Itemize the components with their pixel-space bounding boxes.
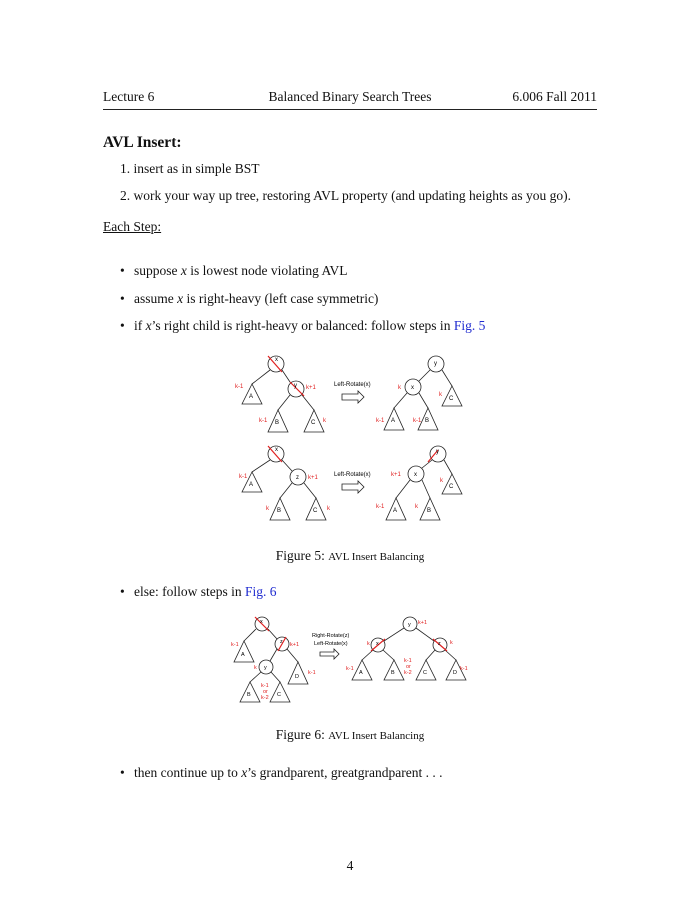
svg-text:k+1: k+1 [290,642,300,648]
svg-text:k: k [440,478,443,484]
svg-text:or: or [406,664,411,670]
svg-text:A: A [391,418,396,424]
svg-text:k: k [254,665,257,671]
step-1 [120,161,260,177]
svg-text:k-1: k-1 [308,670,316,676]
svg-text:y: y [408,622,411,628]
svg-text:k-1: k-1 [460,666,468,672]
figure-6-diagram [228,612,478,712]
svg-text:k-1: k-1 [231,642,239,648]
svg-text:C: C [277,692,281,698]
fig6-op2-label: Left-Rotate(x) [314,641,348,647]
svg-text:C: C [311,420,316,426]
step-1-text: insert as in simple BST [133,161,260,176]
svg-text:k-1: k-1 [261,683,269,689]
svg-text:k-1: k-1 [404,658,412,664]
svg-text:C: C [449,484,454,490]
header-course: 6.006 Fall 2011 [512,89,597,104]
svg-text:k+1: k+1 [306,385,316,391]
fig5-bottom-op-label: Left-Rotate(x) [334,472,371,478]
header-title: Balanced Binary Search Trees [268,89,432,104]
svg-text:C: C [449,396,454,402]
figure-6-caption: Figure 6: AVL Insert Balancing [275,727,425,742]
svg-text:C: C [313,508,318,514]
step-2 [120,188,571,204]
svg-text:D: D [453,670,457,676]
svg-text:y: y [264,665,267,671]
svg-text:B: B [425,418,430,424]
fig5-top-op-label: Left-Rotate(x) [334,382,371,388]
svg-text:k+1: k+1 [308,475,318,481]
fig6-link[interactable]: Fig. 6 [245,584,277,599]
svg-text:x: x [275,447,278,453]
svg-text:x: x [411,385,414,391]
svg-text:k-2: k-2 [404,670,412,676]
svg-text:y: y [294,383,297,389]
each-step-heading: Each Step: [103,219,162,234]
svg-text:z: z [280,639,283,645]
svg-text:x: x [414,472,417,478]
section-title: AVL Insert: [103,134,182,151]
svg-text:k: k [439,392,442,398]
svg-text:C: C [423,670,427,676]
svg-text:x: x [260,619,263,625]
svg-text:y: y [436,449,439,455]
bullet-2: • assume x is right-heavy (left case symmetric) [120,291,379,306]
svg-text:B: B [391,670,395,676]
fig6-op1-label: Right-Rotate(z) [312,633,350,639]
fig5-link[interactable]: Fig. 5 [453,318,486,333]
svg-text:z: z [296,475,299,481]
step-1-number: 1. [120,161,131,176]
svg-text:k+1: k+1 [418,620,428,626]
svg-text:D: D [295,674,299,680]
bullet-4: • else: follow steps in Fig. 6 [120,584,277,599]
svg-text:k: k [398,385,401,391]
svg-text:k-2: k-2 [261,695,269,701]
svg-text:k-1: k-1 [346,666,354,672]
figure-5-caption: Figure 5: AVL Insert Balancing [275,548,425,563]
page-number: 4 [346,858,354,873]
svg-text:k+1: k+1 [391,472,401,478]
svg-text:k: k [327,506,330,512]
svg-text:B: B [427,508,432,514]
svg-text:y: y [434,361,437,367]
svg-text:k: k [450,640,453,646]
bullet-5: • then continue up to x’s grandparent, greatgrandparent . . . [120,765,443,780]
svg-text:k-1: k-1 [259,418,268,424]
svg-text:or: or [263,689,268,695]
svg-text:B: B [277,508,282,514]
figure-5-diagram [230,352,470,532]
svg-text:k-1: k-1 [376,418,385,424]
svg-text:A: A [359,670,363,676]
svg-text:k-1: k-1 [413,418,422,424]
svg-text:k: k [266,506,269,512]
svg-text:A: A [393,508,398,514]
svg-text:k-1: k-1 [376,504,385,510]
svg-text:B: B [247,692,251,698]
svg-text:x: x [275,357,278,363]
svg-text:B: B [275,420,280,426]
header-lecture: Lecture 6 [103,89,155,104]
svg-text:k-1: k-1 [235,384,244,390]
svg-text:A: A [249,482,254,488]
bullet-1: • suppose x is lowest node violating AVL [120,263,348,278]
svg-text:k-1: k-1 [239,474,248,480]
step-2-number: 2. [120,188,131,203]
bullet-3: • if x’s right child is right-heavy or balanced: follow steps in Fig. 5 [120,318,486,333]
running-header [103,89,597,110]
svg-text:z: z [438,641,441,647]
svg-text:k: k [323,418,326,424]
svg-text:k: k [415,504,418,510]
svg-text:x: x [376,641,379,647]
step-2-text: work your way up tree, restoring AVL property (and updating heights as you go). [133,188,572,203]
svg-text:A: A [249,394,254,400]
svg-text:k: k [367,641,370,647]
svg-text:A: A [241,652,245,658]
